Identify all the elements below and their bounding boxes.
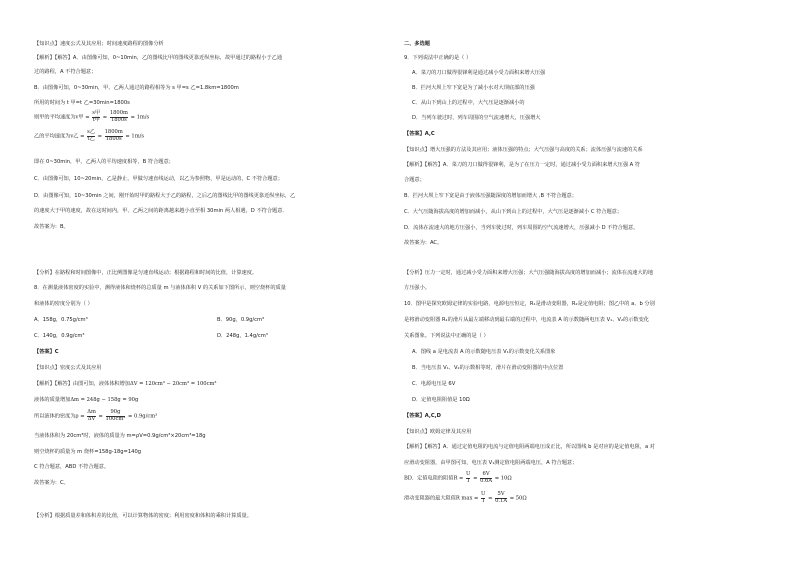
numerator: Δm (87, 409, 96, 415)
option-c: C．140g，0.9g/cm³ (34, 333, 85, 339)
fraction (466, 472, 470, 484)
knowledge-point-8: 【知识点】密度公式及其应用 (34, 365, 102, 371)
question-8: 8．在测量液体密度的实验中，测得液体和烧杯的总质量 m 与液体体积 V 的关系如下图所示，则空烧杯的质量 (34, 285, 286, 291)
question-10-cont: 关系图象。下列说法中正确的是（ ） (404, 333, 489, 339)
denominator: t甲 (92, 116, 100, 123)
formula-prefix: 滑动变阻器的最大阻值R max = (404, 495, 479, 502)
numerator: 5V (495, 492, 507, 499)
formula-max-resistance (404, 492, 527, 504)
answer-line: 故答案为：AC。 (404, 240, 443, 246)
fraction (106, 410, 126, 422)
fraction (87, 130, 95, 142)
analysis-line: C 符合题意，ABD 不符合题意。 (34, 464, 110, 470)
option-b: B．90g，0.9g/cm³ (217, 317, 265, 323)
denominator: 1800s (105, 135, 122, 142)
analysis-line: 则空烧杯的质量为 m 烧杯=158g-18g=140g (34, 449, 142, 455)
fraction (480, 472, 492, 484)
question-8-cont: 和液体的密度分别为（ ） (34, 301, 93, 307)
summary-line: 【分析】在路程和时间图像中，正比例图像是匀速直线运动；根据路程和时间的比值，计算速度。 (34, 270, 258, 276)
formula-suffix: = 50Ω (509, 495, 527, 502)
summary-line: 方压强小。 (404, 285, 430, 291)
fraction (87, 410, 96, 422)
formula-prefix: 所以液体的密度为ρ = (34, 413, 85, 420)
question-10: 10．图甲是探究欧姆定律的实验电路，电源电压恒定，R₁是滑动变阻器，R₂是定值电阻；图乙中的 a、b 分别 (404, 301, 655, 307)
analysis-line: D．由图像可知，10~30min 之间，刚开始时甲的路程大于乙的路程，之后乙的图线比甲的图线更靠近纵坐标，乙 (34, 193, 296, 199)
denominator: t乙 (87, 135, 95, 142)
option-a: A．158g，0.75g/cm³ (34, 317, 88, 323)
analysis-line: 当液体体积为 20cm³时，液体的质量为 m=ρV=0.9g/cm³×20cm³=18g (34, 433, 206, 439)
fraction (495, 492, 507, 504)
formula-resistance (404, 472, 512, 484)
fraction (105, 130, 123, 142)
option-a: A．菜刀的刀口做得很锋利是通过减小受力面积来增大压强 (412, 70, 546, 76)
numerator: 1800m (104, 129, 123, 135)
numerator: 1800m (109, 110, 128, 116)
question-9: 9．下列说法中正确的是（ ） (404, 55, 472, 61)
knowledge-point-9: 【知识点】增大压强的方法及其应用；液体压强的特点；大气压强与高度的关系；流体压强与流速的关系 (404, 147, 643, 153)
analysis-line: 过的路程，A 不符合题意； (34, 69, 97, 75)
summary-line: 【分析】根据质量差和体积差的比值，可以计算物体的密度；利用密度和体积的乘积计算质量。 (34, 513, 252, 519)
answer-8: 【答案】C (34, 349, 59, 355)
analysis-line: 合题意； (404, 177, 425, 183)
option-a: A．图线 a 是电流表 A 的示数随电压表 V₁的示数变化关系图象 (412, 349, 556, 355)
analysis-line: 的速度大于甲的速度，故在这时间内，甲、乙两之间的距离越来越小直至相 30min 两人相遇，D 不符合题意． (34, 208, 288, 214)
option-d: D．定值电阻阻值是 10Ω (412, 397, 470, 403)
formula-suffix: = 0.9g/cm³ (128, 413, 158, 420)
denominator: 0.1A (495, 497, 508, 504)
answer-10: 【答案】A,C,D (404, 413, 441, 419)
analysis-line: 【解析】【解答】A．由图像可知，0~10min，乙的图线比甲的图线更靠近纵坐标，故甲通过的路程小于乙通 (34, 55, 283, 61)
left-column (34, 0, 404, 562)
analysis-line: D．流体在流速大的地方压强小，当列车驶过时，列车周围的空气流速增大，压强减小 D 不符合题意。 (404, 225, 639, 231)
section-title: 二、多选题 (404, 41, 430, 47)
analysis-line: 【解析】【解答】A．通过定值电阻的电流与定值电阻两端电压成正比，所以图线 b 是对应的是定值电阻，a 对 (404, 444, 655, 450)
denominator: 100cm³ (105, 415, 126, 422)
question-10-cont: 是将滑动变阻器 R₁的滑片从最左端移动到最右端的过程中，电流表 A 的示数随两电压表 V₁、V₂的示数变化 (404, 317, 649, 323)
formula-suffix: = 10Ω (494, 475, 512, 482)
equals: = (102, 114, 108, 121)
analysis-line: 即在 0~30min，甲、乙两人的平均速度相等，B 符合题意； (34, 159, 174, 165)
equals: = (473, 475, 478, 482)
analysis-line: 液体的质量增加Δm = 248g − 158g = 90g (34, 397, 139, 403)
numerator: 90g (106, 410, 126, 417)
analysis-line: 【解析】【解答】由图可知，液体体积增加ΔV = 120cm³ − 20cm³ = 100cm³ (34, 381, 217, 387)
fraction (481, 492, 485, 504)
knowledge-point-7: 【知识点】速度公式及其应用；时间速度路程的图像分析 (34, 41, 164, 47)
option-d: D．248g，1.4g/cm³ (217, 333, 268, 339)
right-column (404, 0, 774, 562)
analysis-line: 应滑动变阻器，由甲图可知，电压表 V₁测定值电阻两端电压，A 符合题意； (404, 460, 578, 466)
answer-9: 【答案】A,C (404, 131, 435, 137)
summary-line: 【分析】压力一定时，通过减小受力面积来增大压强；大气压强随海拔高度的增加而减小；流体在流速大的地 (404, 270, 654, 276)
knowledge-point-10: 【知识点】欧姆定律及其应用 (404, 429, 472, 435)
denominator: I (467, 477, 470, 484)
denominator: 0.6A (480, 477, 493, 484)
equals: = (98, 413, 103, 420)
analysis-line: 【解析】【解答】A．菜刀的刀口做得很锋利，是为了在压力一定时，通过减小受力面积来增大压强 A 符 (404, 162, 641, 168)
numerator: s甲 (92, 110, 101, 116)
formula-speed-yi (34, 130, 144, 142)
fraction (110, 111, 128, 123)
analysis-line: B．由图像可知，0~30min，甲、乙两人通过的路程相等为 s 甲=s 乙=1.8km=1800m (34, 85, 239, 91)
equals: = (97, 133, 102, 140)
numerator: s乙 (87, 129, 95, 135)
formula-prefix: 则甲的平均速度为v甲 = (34, 114, 90, 121)
formula-suffix: = 1m/s (125, 133, 145, 140)
option-c: C．从山下到山上的过程中，大气压是逐渐减小的 (412, 100, 525, 106)
answer-line: 故答案为：C。 (34, 480, 69, 486)
formula-density (34, 410, 157, 422)
option-d: D．当列车驶过时，列车周围的空气流速增大，压强增大 (412, 115, 541, 121)
option-c: C．电源电压是 6V (412, 381, 456, 387)
numerator: U (466, 471, 471, 477)
formula-speed-jia (34, 111, 149, 123)
formula-prefix: 乙的平均速度为v乙 = (34, 133, 85, 140)
fraction (92, 111, 100, 123)
denominator: 1800s (110, 116, 127, 123)
denominator: ΔV (87, 415, 96, 422)
option-b: B．拦河大坝上窄下宽是为了减小水对大坝底部的压强 (412, 85, 535, 91)
analysis-line: C．由图像可知，10~20min，乙是静止，甲做匀速直线运动，以乙为参照物，甲是运动的，C 不符合题意； (34, 176, 283, 182)
answer-line: 故答案为：B。 (34, 224, 69, 230)
formula-prefix: BD．定值电阻的阻值R = (404, 475, 464, 482)
analysis-line: 所用的时间为 t 甲=t 乙=30min=1800s (34, 100, 130, 106)
numerator: 6V (480, 472, 492, 479)
option-b: B．当电压表 V₁、V₂的示数相等时，滑片在滑动变阻器的中点位置 (412, 365, 564, 371)
analysis-line: B．拦河大坝上窄下宽是由于液体压强随深度的增加而增大 ,B 不符合题意； (404, 193, 577, 199)
denominator: I (482, 497, 485, 504)
equals: = (488, 495, 493, 502)
formula-suffix: = 1m/s (130, 114, 150, 121)
numerator: U (481, 491, 486, 497)
analysis-line: C．大气压随海拔高度的增加而减小，从山下到山上的过程中，大气压是逐渐减小 C 符合题意； (404, 209, 623, 215)
